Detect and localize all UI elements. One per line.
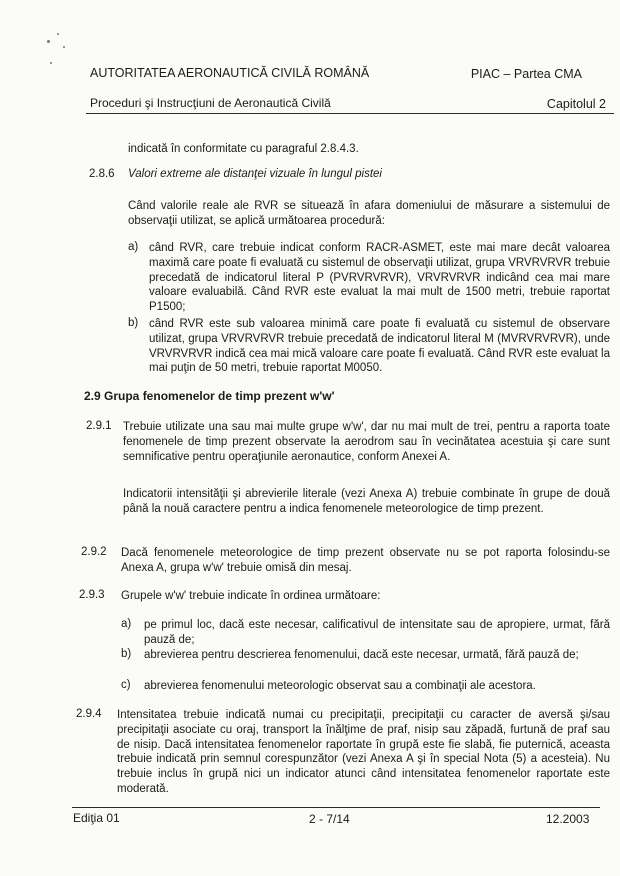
list-label-b: b) [121,648,132,660]
list-item-2-9-3-a: pe primul loc, dacă este necesar, calificativul de intensitate sau de apropiere, urmat, fără pauză de; [144,619,610,646]
lead-line: indicată în conformitate cu paragraful 2.8.4.3. [128,143,359,155]
footer-rule [72,807,600,808]
list-label-a: a) [121,618,132,630]
section-number-2-9-1: 2.9.1 [86,420,112,432]
list-item-2-8-6-a: când RVR, care trebuie indicat conform RACR-ASMET, este mai mare decât valoarea maximă care poate fi evaluată cu sistemul de observaţii utilizat, grupa VRVRVRVR trebuie precedată de indicatorul literal P (PVRVRVRVR), VRVRVRVR indicând cea mai mare valoare evaluabilă. Când RVR este evaluat la mai mult de 1500 metri, trebuie raportat P1500; [149,242,610,314]
list-label-a: a) [128,241,139,253]
list-item-2-8-6-b: când RVR este sub valoarea minimă care poate fi evaluată cu sistemul de observare utilizat, grupa VRVRVRVR trebuie precedată de indicatorul literal M (MVRVRVRVR), unde VRVRVRVR indică cea mai mică valoare care poate fi evaluată. Când RVR este evaluat la mai puţin de 50 metri, trebuie raportat M0050. [149,318,610,375]
section-number-2-9-4: 2.9.4 [76,708,102,720]
footer-page-number: 2 - 7/14 [309,812,350,826]
paragraph-2-9-1-b: Indicatorii intensităţii şi abrevierile literale (vezi Anexa A) trebuie combinate în grupe de două până la nouă caractere pentru a indica fenomenele meteorologice de timp prezent. [123,488,610,515]
paragraph-2-9-1-a: Trebuie utilizate una sau mai multe grupe w'w', dar nu mai mult de trei, pentru a raporta toate fenomenele de timp prezent observate la aerodrom sau în vecinătatea acestuia şi care sunt semnificative pentru operaţiunile aeronautice, conform Anexei A. [123,421,610,463]
list-label-b: b) [128,317,139,329]
header-org: AUTORITATEA AERONAUTICĂ CIVILĂ ROMÂNĂ [90,66,370,80]
section-number-2-8-6: 2.8.6 [89,168,115,180]
list-item-2-9-3-b: abrevierea pentru descrierea fenomenului, dacă este necesar, urmată, fără pauză de; [144,649,579,661]
footer-edition: Ediţia 01 [73,811,120,825]
paragraph-2-9-2: Dacă fenomenele meteorologice de timp prezent observate nu se pot raporta folosindu-se Anexa A, grupa w'w' trebuie omisă din mesaj. [121,547,610,574]
paragraph-2-8-6-intro: Când valorile reale ale RVR se situează în afara domeniului de măsurare a sistemului de observaţii utilizat, se aplică următoarea procedură: [128,200,610,227]
section-title-2-9: 2.9 Grupa fenomenelor de timp prezent w'w' [84,389,335,403]
section-title-2-8-6: Valori extreme ale distanţei vizuale în lungul pistei [128,168,382,180]
header-rule [86,113,614,114]
section-number-2-9-2: 2.9.2 [81,546,107,558]
header-doc: PIAC – Partea CMA [470,67,582,81]
header-chapter: Capitolul 2 [546,97,606,111]
footer-date: 12.2003 [546,812,590,826]
scan-speck [50,62,52,64]
scan-speck [57,33,59,35]
list-item-2-9-3-c: abrevierea fenomenului meteorologic observat sau a combinaţii ale acestora. [144,680,536,692]
paragraph-2-9-3-intro: Grupele w'w' trebuie indicate în ordinea următoare: [121,590,381,602]
section-number-2-9-3: 2.9.3 [79,589,105,601]
paragraph-2-9-4: Intensitatea trebuie indicată numai cu precipitaţii, precipitaţii cu caracter de aversă şi/sau precipitaţii asociate cu oraj, transport la înălţime de praf, nisip sau zăpadă, furtună de praf sau de nisip. Dacă intensitatea fenomenelor raportate în grupă este fie slabă, fie puternică, aceasta trebuie indicată prin semnul corespunzător (vezi Anexa A şi în special Nota (5) a acesteia). Nu trebuie inclus în grupă nici un indicator atunci când intensitatea fenomenelor raportate este moderată. [117,709,610,795]
scan-speck [47,40,50,43]
scan-speck [63,46,65,48]
header-subtitle: Proceduri şi Instrucţiuni de Aeronautică Civilă [90,96,331,110]
list-label-c: c) [121,679,131,691]
